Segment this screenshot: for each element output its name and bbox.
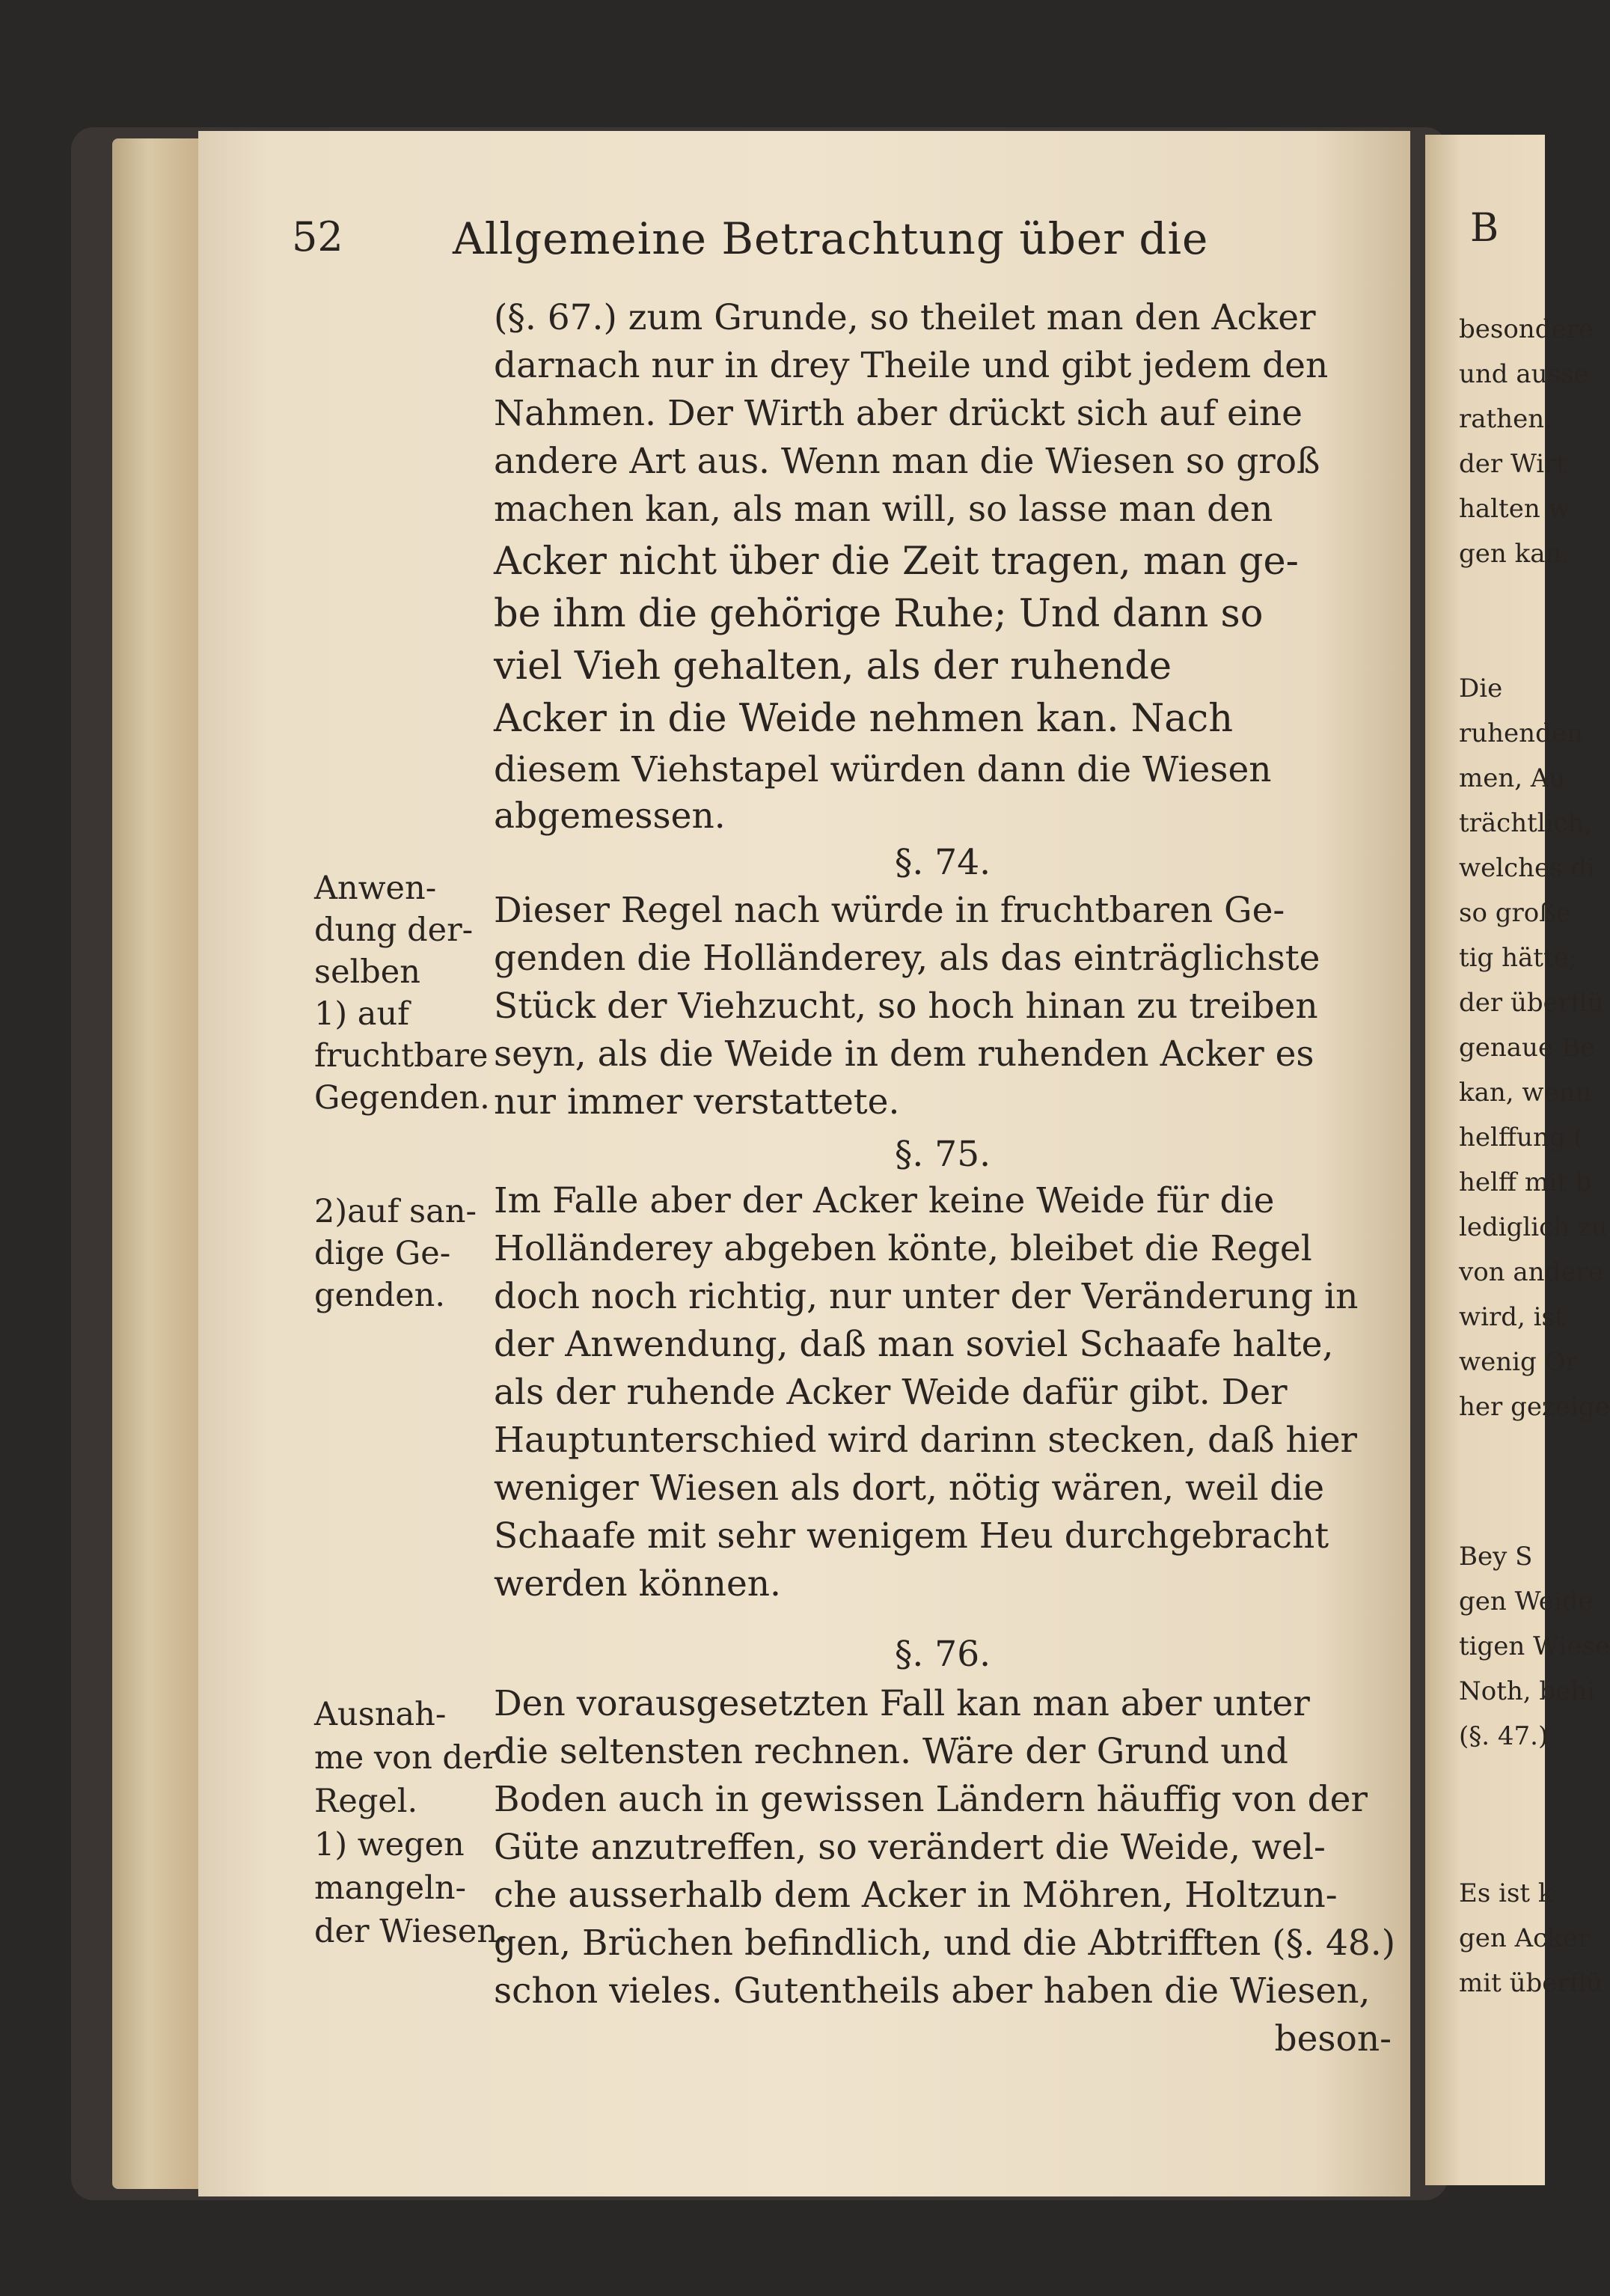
facing-page-line: helffung ( — [1459, 1123, 1584, 1152]
facing-page-line: tigen Wiese — [1459, 1631, 1610, 1661]
body-line: be ihm die gehörige Ruhe; Und dann so — [494, 592, 1264, 636]
facing-page-line: so große — [1459, 898, 1572, 928]
body-line: darnach nur in drey Theile und gibt jedem den — [494, 345, 1329, 386]
body-line: schon vieles. Gutentheils aber haben die Wiesen, — [494, 1970, 1371, 2012]
facing-page-line: der überflü — [1459, 988, 1604, 1018]
margin-line: mangeln- — [314, 1869, 467, 1907]
body-line: Schaafe mit sehr wenigem Heu durchgebracht — [494, 1515, 1329, 1557]
section-heading: §. 76. — [894, 1634, 991, 1675]
page-header — [292, 213, 1384, 273]
section-heading: §. 75. — [894, 1134, 991, 1175]
body-line: Dieser Regel nach würde in fruchtbaren Ge- — [494, 890, 1285, 931]
margin-line: dung der- — [314, 912, 474, 949]
body-line: gen, Brüchen befindlich, und die Abtrifften (§. 48.) — [494, 1923, 1396, 1964]
body-line: Acker nicht über die Zeit tragen, man ge- — [494, 540, 1299, 584]
facing-page-line: Es ist k — [1459, 1878, 1554, 1908]
body-line: Nahmen. Der Wirth aber drückt sich auf eine — [494, 393, 1303, 434]
section-heading: §. 74. — [894, 842, 991, 883]
facing-page-line: und ausse — [1459, 359, 1589, 389]
facing-page-line: halten w — [1459, 494, 1570, 524]
body-line: seyn, als die Weide in dem ruhenden Acker es — [494, 1033, 1314, 1075]
facing-page-line: wenig Or — [1459, 1347, 1578, 1377]
body-line: weniger Wiesen als dort, nötig wären, weil die — [494, 1468, 1325, 1509]
body-line: (§. 67.) zum Grunde, so theilet man den Acker — [494, 297, 1316, 338]
facing-page-line: Noth, behi — [1459, 1676, 1596, 1706]
facing-page-fragment — [1425, 135, 1610, 2185]
body-line: die seltensten rechnen. Wäre der Grund und — [494, 1731, 1288, 1772]
facing-page-line: rathen. — [1459, 404, 1552, 434]
body-line: Acker in die Weide nehmen kan. Nach — [494, 697, 1234, 741]
facing-page-line: trächtlich, — [1459, 808, 1593, 838]
margin-line: Gegenden. — [314, 1079, 490, 1117]
margin-line: selben — [314, 953, 420, 991]
facing-page-line: von andere — [1459, 1257, 1603, 1287]
catchword: beson- — [1274, 2018, 1392, 2060]
running-title: Allgemeine Betrachtung über die — [453, 213, 1209, 264]
margin-line: 2)auf san- — [314, 1193, 477, 1230]
facing-page-line: her gezeige — [1459, 1392, 1610, 1422]
margin-line: Anwen- — [314, 870, 437, 907]
body-line: abgemessen. — [494, 796, 726, 837]
facing-page-line: lediglich zu — [1459, 1212, 1608, 1242]
body-line: Den vorausgesetzten Fall kan man aber unter — [494, 1683, 1310, 1724]
facing-page-line: helff mit b — [1459, 1167, 1592, 1197]
body-line: andere Art aus. Wenn man die Wiesen so groß — [494, 441, 1320, 482]
facing-page-line: men, Au — [1459, 763, 1566, 793]
margin-line: dige Ge- — [314, 1235, 451, 1272]
facing-page-line: gen Acker — [1459, 1923, 1591, 1953]
margin-line: 1) wegen — [314, 1826, 465, 1863]
facing-page-line: Die — [1459, 674, 1503, 703]
body-line: Güte anzutreffen, so verändert die Weide, wel- — [494, 1827, 1326, 1868]
margin-line: genden. — [314, 1277, 446, 1314]
facing-page-line: tig hätte; — [1459, 943, 1578, 973]
margin-line: me von der — [314, 1739, 498, 1777]
margin-line: Ausnah- — [314, 1696, 447, 1733]
body-line: Boden auch in gewissen Ländern häuffig von der — [494, 1779, 1368, 1820]
facing-page-line: kan, wenn — [1459, 1078, 1592, 1108]
body-line: diesem Viehstapel würden dann die Wiesen — [494, 749, 1272, 790]
facing-page-line: mit überflü — [1459, 1968, 1603, 1998]
body-line: werden können. — [494, 1563, 781, 1605]
margin-line: der Wiesen. — [314, 1913, 508, 1950]
page-edges — [112, 138, 202, 2189]
facing-page-line: (§. 47.) — [1459, 1721, 1549, 1751]
facing-page-line: gen kan. — [1459, 539, 1570, 569]
facing-page-line: wird, ist — [1459, 1302, 1565, 1332]
body-line: genden die Holländerey, als das einträglichste — [494, 938, 1320, 979]
margin-line: Regel. — [314, 1783, 418, 1820]
body-line: als der ruhende Acker Weide dafür gibt. Der — [494, 1372, 1288, 1413]
body-line: Im Falle aber der Acker keine Weide für die — [494, 1180, 1275, 1221]
facing-page-line: genaue Be — [1459, 1033, 1595, 1063]
facing-page-line: Bey S — [1459, 1542, 1533, 1572]
margin-line: fruchtbare — [314, 1037, 489, 1075]
body-line: doch noch richtig, nur unter der Veränderung in — [494, 1276, 1359, 1317]
body-line: Stück der Viehzucht, so hoch hinan zu treiben — [494, 986, 1318, 1027]
facing-page-line: besondere — [1459, 314, 1594, 344]
body-line: der Anwendung, daß man soviel Schaafe halte, — [494, 1324, 1334, 1365]
facing-page-header: B — [1470, 206, 1499, 251]
facing-page-line: der Wirt — [1459, 449, 1567, 479]
facing-page-line: welches di — [1459, 853, 1596, 883]
body-line: Hauptunterschied wird darinn stecken, daß hier — [494, 1420, 1358, 1461]
body-line: viel Vieh gehalten, als der ruhende — [494, 644, 1172, 689]
facing-page-line: ruhenden — [1459, 718, 1583, 748]
body-line: machen kan, als man will, so lasse man den — [494, 489, 1273, 530]
body-line: che ausserhalb dem Acker in Möhren, Holtzun- — [494, 1875, 1338, 1916]
margin-line: 1) auf — [314, 995, 410, 1033]
facing-page-line: gen Weide — [1459, 1587, 1594, 1616]
body-line: Holländerey abgeben könte, bleibet die Regel — [494, 1228, 1312, 1269]
page-number: 52 — [292, 213, 343, 260]
body-line: nur immer verstattete. — [494, 1081, 900, 1123]
